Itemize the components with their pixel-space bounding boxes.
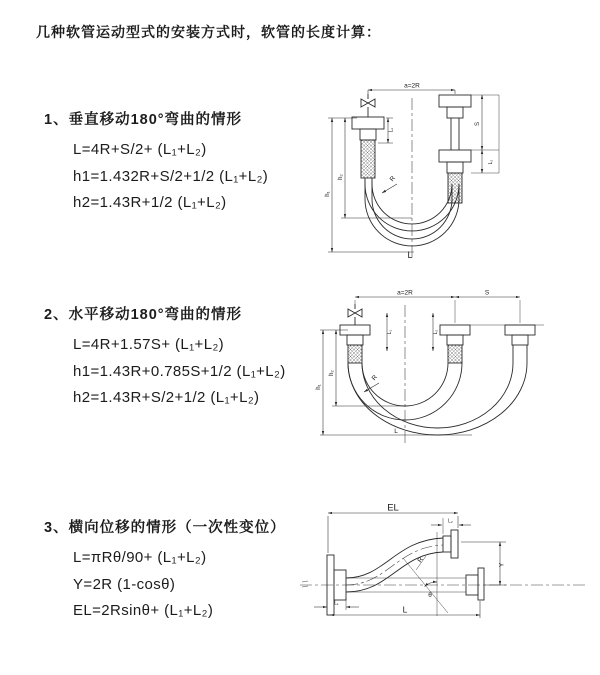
flange-neck [360, 129, 376, 140]
dim-label-l1: L₁ [334, 600, 339, 607]
section-2 [44, 303, 286, 406]
section-3-formulas [73, 549, 286, 619]
flange [439, 150, 471, 162]
dim-label-l2: L₂ [448, 518, 453, 525]
diagram-horizontal-bend [312, 283, 592, 458]
dim-label-el: EL [387, 502, 399, 514]
dim-label-r: R [370, 373, 380, 383]
section-1 [44, 108, 268, 211]
formula: h1=1.43R+0.785S+1/2 (L₁+L₂) [73, 362, 286, 380]
section-2-formulas [73, 336, 286, 406]
formula: EL=2Rsinθ+ (L₁+L₂) [73, 602, 214, 619]
formula: h1=1.432R+S/2+1/2 (L₁+L₂) [73, 167, 269, 185]
dimensions [314, 503, 506, 619]
hose-curve [346, 538, 443, 578]
formula: L=4R+S/2+ (L₁+L₂) [73, 141, 207, 158]
dim-label-l: L [394, 428, 398, 435]
hose-curve [362, 363, 513, 428]
dim-label-width: a=2R [404, 82, 420, 90]
hose-curve [346, 552, 443, 592]
dim-label-l2: L₂ [433, 329, 439, 335]
section-3 [44, 516, 286, 619]
diagram-vertical-bend [315, 72, 525, 272]
dim-label-h1: h₁ [316, 384, 322, 390]
dim-label-l: L [402, 604, 408, 615]
lateral-displacement-drawing [295, 498, 595, 663]
vertical-bend-drawing [315, 72, 525, 272]
section-1-heading: 1、垂直移动180°弯曲的情形 [44, 112, 243, 128]
pipe [451, 118, 459, 150]
formula: h2=1.43R+1/2 (L₁+L₂) [73, 194, 227, 211]
center-line [300, 545, 587, 585]
section-1-formulas [73, 141, 268, 211]
flange [439, 95, 471, 107]
dim-label-s: S [475, 121, 481, 127]
flange [505, 325, 535, 335]
dim-label-l2: L₂ [488, 159, 494, 165]
hose-assembly [340, 304, 535, 435]
flange [451, 530, 458, 558]
flange [478, 568, 484, 600]
flange [440, 325, 470, 335]
page-title: 几种软管运动型式的安装方式时，软管的长度计算： [36, 24, 381, 40]
dim-label-l1: L₁ [388, 127, 395, 133]
formula: L=πRθ/90+ (L₁+L₂) [73, 549, 207, 566]
dim-label-h2: h₂ [338, 174, 344, 180]
flange [352, 117, 384, 129]
hose-assembly [302, 530, 484, 615]
dim-label-y: Y [498, 562, 506, 568]
formula: h2=1.43R+S/2+1/2 (L₁+L₂) [73, 389, 260, 406]
dim-label-r: R [416, 556, 425, 565]
diagram-lateral-displacement [295, 498, 595, 663]
dim-label-l1: L₁ [387, 329, 393, 335]
pipe [513, 345, 527, 363]
flange-neck [443, 536, 451, 552]
flange-neck [447, 162, 463, 173]
dim-label-h2: h₂ [329, 370, 335, 376]
dim-label-width: a=2R [397, 289, 413, 297]
valve-icon [348, 304, 362, 325]
dim-label-s: S [484, 289, 490, 297]
dim-label-l: L [407, 250, 413, 260]
braided-hose [448, 345, 462, 363]
section-2-heading: 2、水平移动180°弯曲的情形 [44, 307, 243, 323]
formula: Y=2R (1-cosθ) [73, 575, 176, 593]
flange-neck [347, 335, 363, 345]
dim-label-h1: h₁ [325, 191, 331, 197]
dim-label-r: R [388, 174, 398, 184]
hose-assembly [352, 94, 471, 246]
flange-neck [512, 335, 528, 345]
horizontal-bend-drawing [312, 283, 592, 458]
flange-neck [447, 107, 463, 118]
hose-center-line [346, 545, 443, 585]
formula: L=4R+1.57S+ (L₁+L₂) [73, 336, 225, 353]
valve-icon [361, 94, 375, 117]
dim-label-theta: θ [428, 592, 432, 599]
braided-hose [361, 140, 375, 178]
axis-mark [302, 581, 308, 587]
braided-hose [348, 345, 362, 363]
section-3-heading: 3、横向位移的情形（一次性变位） [44, 520, 286, 536]
braided-hose [448, 173, 462, 203]
flange-neck [447, 335, 463, 345]
